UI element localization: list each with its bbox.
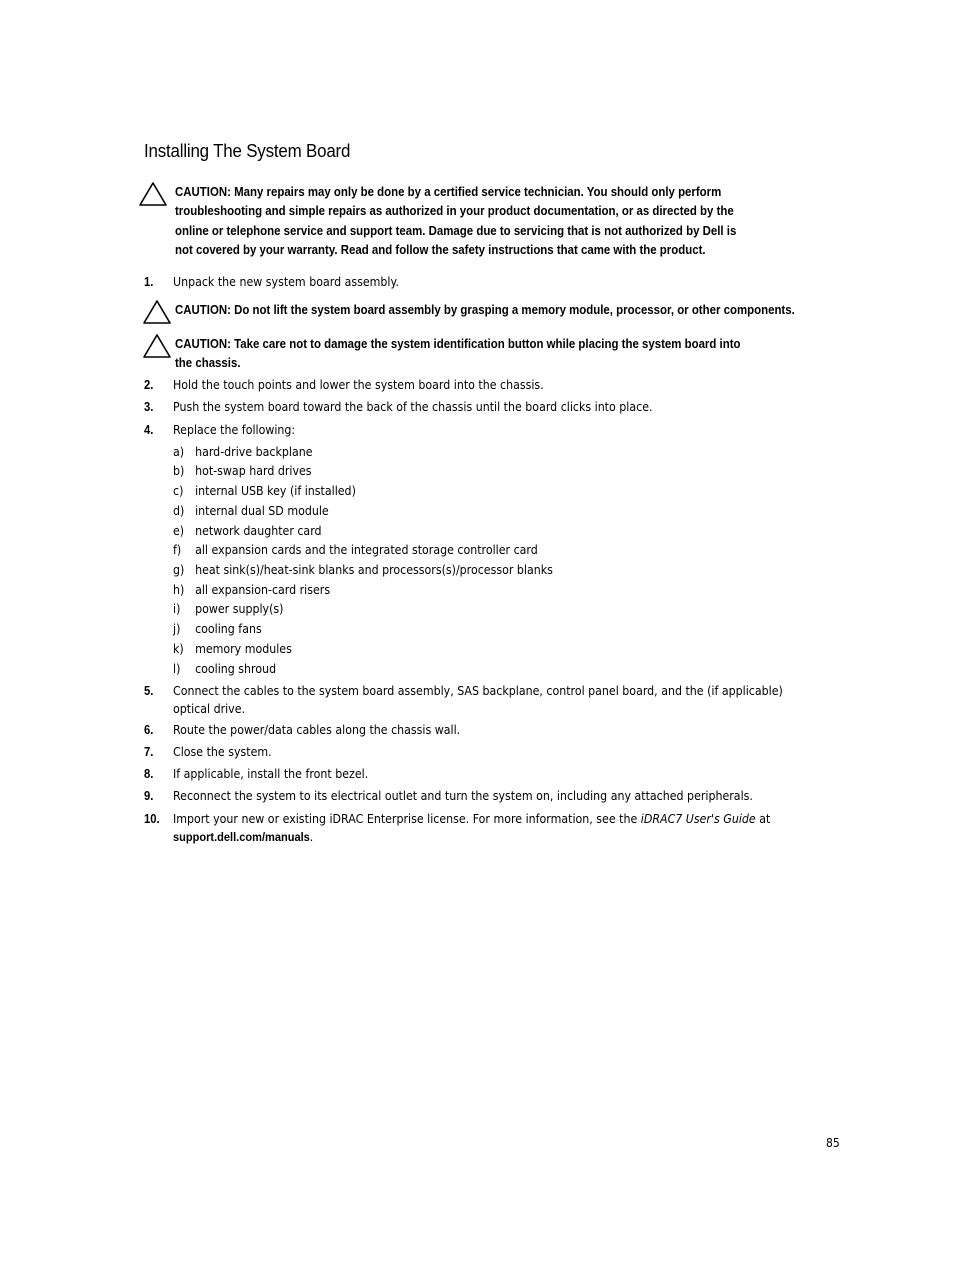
step-number: 2. xyxy=(144,378,154,392)
guide-title: iDRAC7 User's Guide xyxy=(640,812,756,826)
page-title: Installing The System Board xyxy=(144,141,351,161)
list-item-letter: k) xyxy=(173,642,184,656)
step-text-period: . xyxy=(309,829,314,844)
step-text: Route the power/data cables along the chassis wall. xyxy=(173,723,461,737)
step-number: 7. xyxy=(144,745,154,759)
list-item-letter: h) xyxy=(173,583,185,597)
step-number: 3. xyxy=(144,400,154,414)
step-text: Hold the touch points and lower the system board into the chassis. xyxy=(173,378,544,392)
step-text: Connect the cables to the system board assembly, SAS backplane, control panel board, and the (if applicable) optical drive. xyxy=(173,684,783,716)
list-item xyxy=(173,444,312,460)
list-item-letter: l) xyxy=(173,662,181,676)
list-item xyxy=(173,661,276,677)
list-item-letter: g) xyxy=(173,563,185,577)
list-item xyxy=(173,542,538,558)
list-item-letter: a) xyxy=(173,445,185,459)
list-item-text: power supply(s) xyxy=(195,602,284,616)
manuals-link[interactable]: support.dell.com/manuals xyxy=(173,829,310,844)
list-item xyxy=(173,503,329,519)
list-item xyxy=(173,601,283,617)
step-number: 6. xyxy=(144,723,154,737)
list-item-text: memory modules xyxy=(195,642,292,656)
list-item-letter: j) xyxy=(173,622,181,636)
list-item-text: cooling fans xyxy=(195,622,262,636)
list-item-text: cooling shroud xyxy=(195,662,277,676)
step-number: 1. xyxy=(144,275,154,289)
step-text: Replace the following: xyxy=(173,423,296,437)
caution-icon xyxy=(142,299,172,325)
list-item xyxy=(173,463,312,479)
list-item-letter: c) xyxy=(173,484,184,498)
page-number: 85 xyxy=(826,1136,840,1150)
step-number: 4. xyxy=(144,423,154,437)
list-item-letter: e) xyxy=(173,524,185,538)
step-number: 5. xyxy=(144,684,154,698)
list-item-text: hard-drive backplane xyxy=(195,445,313,459)
step-text-intro: Import your new or existing iDRAC Enterprise license. For more information, see the xyxy=(173,812,641,826)
step-text: Push the system board toward the back of the chassis until the board clicks into place. xyxy=(173,400,653,414)
list-item-text: internal USB key (if installed) xyxy=(195,484,356,498)
list-item xyxy=(173,483,356,499)
list-item-letter: b) xyxy=(173,464,185,478)
list-item-letter: i) xyxy=(173,602,181,616)
list-item xyxy=(173,641,292,657)
list-item-text: hot-swap hard drives xyxy=(195,464,312,478)
step-number: 9. xyxy=(144,789,154,803)
caution-icon xyxy=(142,333,172,359)
list-item-letter: d) xyxy=(173,504,185,518)
list-item-letter: f) xyxy=(173,543,182,557)
step-number: 10. xyxy=(144,812,160,826)
list-item xyxy=(173,523,322,539)
step-text: Unpack the new system board assembly. xyxy=(173,275,399,289)
list-item xyxy=(173,621,262,637)
step-text: If applicable, install the front bezel. xyxy=(173,767,369,781)
caution-icon xyxy=(138,181,168,207)
list-item-text: all expansion-card risers xyxy=(195,583,331,597)
list-item-text: all expansion cards and the integrated storage controller card xyxy=(195,543,538,557)
list-item xyxy=(173,562,553,578)
caution-text-id-button: CAUTION: Take care not to damage the system identification button while placing the system board into the chassis. xyxy=(175,336,741,371)
step-number: 8. xyxy=(144,767,154,781)
list-item-text: internal dual SD module xyxy=(195,504,329,518)
caution-text-memory: CAUTION: Do not lift the system board assembly by grasping a memory module, processor, or other components. xyxy=(175,302,795,317)
step-text: Reconnect the system to its electrical outlet and turn the system on, including any attached peripherals. xyxy=(173,789,753,803)
list-item xyxy=(173,582,330,598)
caution-text-top: CAUTION: Many repairs may only be done by a certified service technician. You should only perform troubleshooting and simple repairs as authorized in your product documentation, or as directed by the online or telephone service and support team. Damage due to servicing that is not authorized by Dell is not covered by your warranty. Read and follow the safety instructions that came with the product. xyxy=(175,184,737,258)
list-item-text: network daughter card xyxy=(195,524,322,538)
step-text-at: at xyxy=(755,812,771,826)
step-text xyxy=(173,811,808,846)
list-item-text: heat sink(s)/heat-sink blanks and processors(s)/processor blanks xyxy=(195,563,553,577)
step-text: Close the system. xyxy=(173,745,272,759)
